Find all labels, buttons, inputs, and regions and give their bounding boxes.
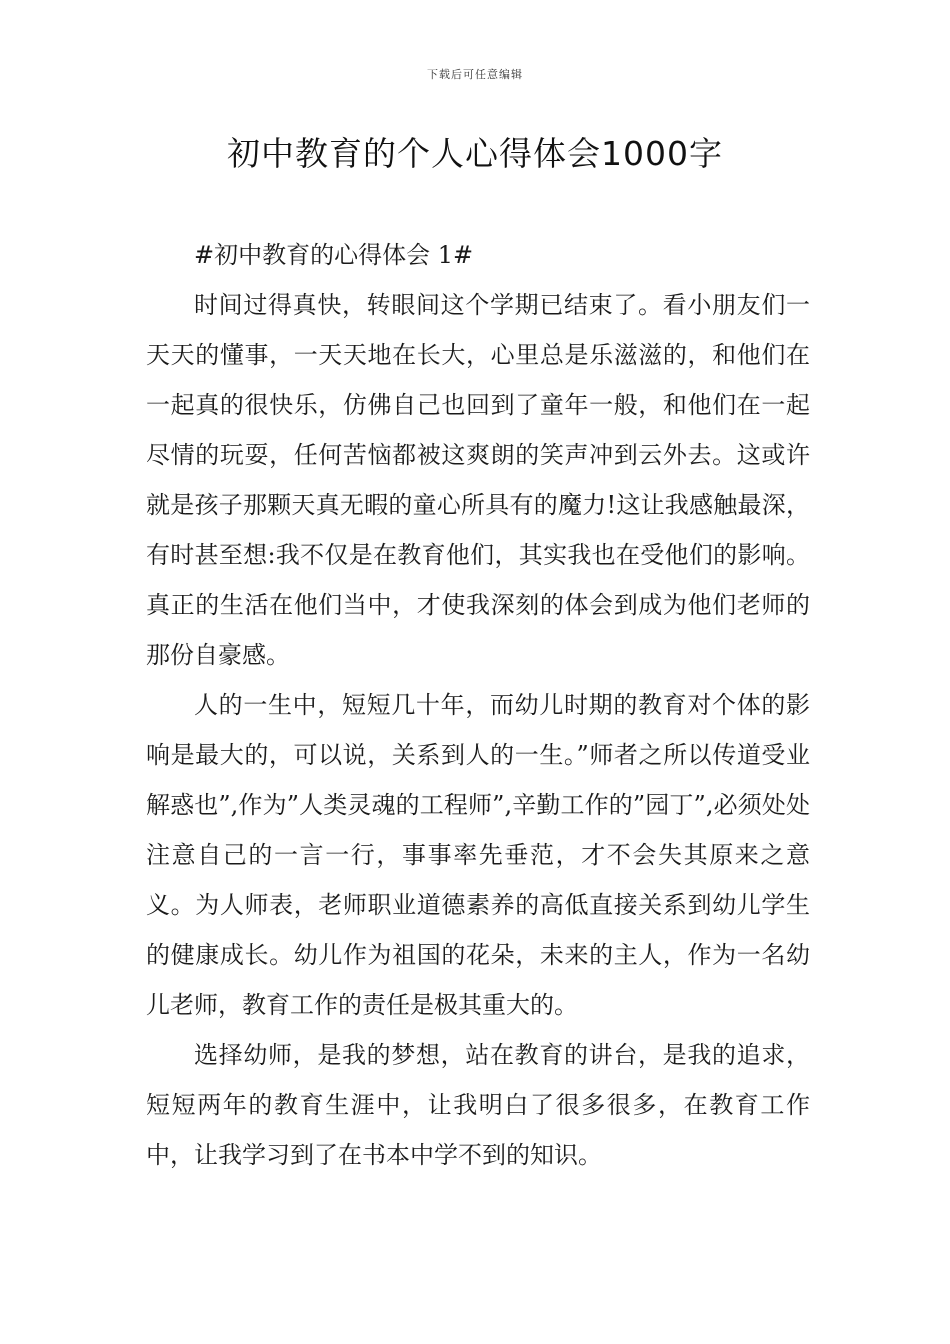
section-heading: #初中教育的心得体会 1# — [194, 241, 474, 269]
paragraph: 时间过得真快，转眼间这个学期已结束了。看小朋友们一天天的懂事，一天天地在长大，心里总是乐滋滋的，和他们在一起真的很快乐，仿佛自己也回到了童年一般，和他们在一起尽情的玩耍，任何苦恼都被这爽朗的笑声冲到云外去。这或许就是孩子那颗天真无暇的童心所具有的魔力!这让我感触最深，有时甚至想:我不仅是在教育他们，其实我也在受他们的影响。真正的生活在他们当中，才使我深刻的体会到成为他们老师的那份自豪感。 — [146, 291, 810, 669]
paragraph: 人的一生中，短短几十年，而幼儿时期的教育对个体的影响是最大的，可以说，关系到人的一生。”师者之所以传道受业解惑也”,作为”人类灵魂的工程师”,辛勤工作的”园丁”,必须处处注意自己的一言一行，事事率先垂范，才不会失其原来之意义。为人师表，老师职业道德素养的高低直接关系到幼儿学生的健康成长。幼儿作为祖国的花朵，未来的主人，作为一名幼儿老师，教育工作的责任是极其重大的。 — [146, 691, 810, 1019]
document-title: 初中教育的个人心得体会1000字 — [227, 134, 723, 173]
page-header-note: 下载后可任意编辑 — [427, 68, 523, 81]
paragraph: 选择幼师，是我的梦想，站在教育的讲台，是我的追求，短短两年的教育生涯中，让我明白了很多很多，在教育工作中，让我学习到了在书本中学不到的知识。 — [146, 1041, 810, 1169]
document-body — [146, 230, 810, 1180]
